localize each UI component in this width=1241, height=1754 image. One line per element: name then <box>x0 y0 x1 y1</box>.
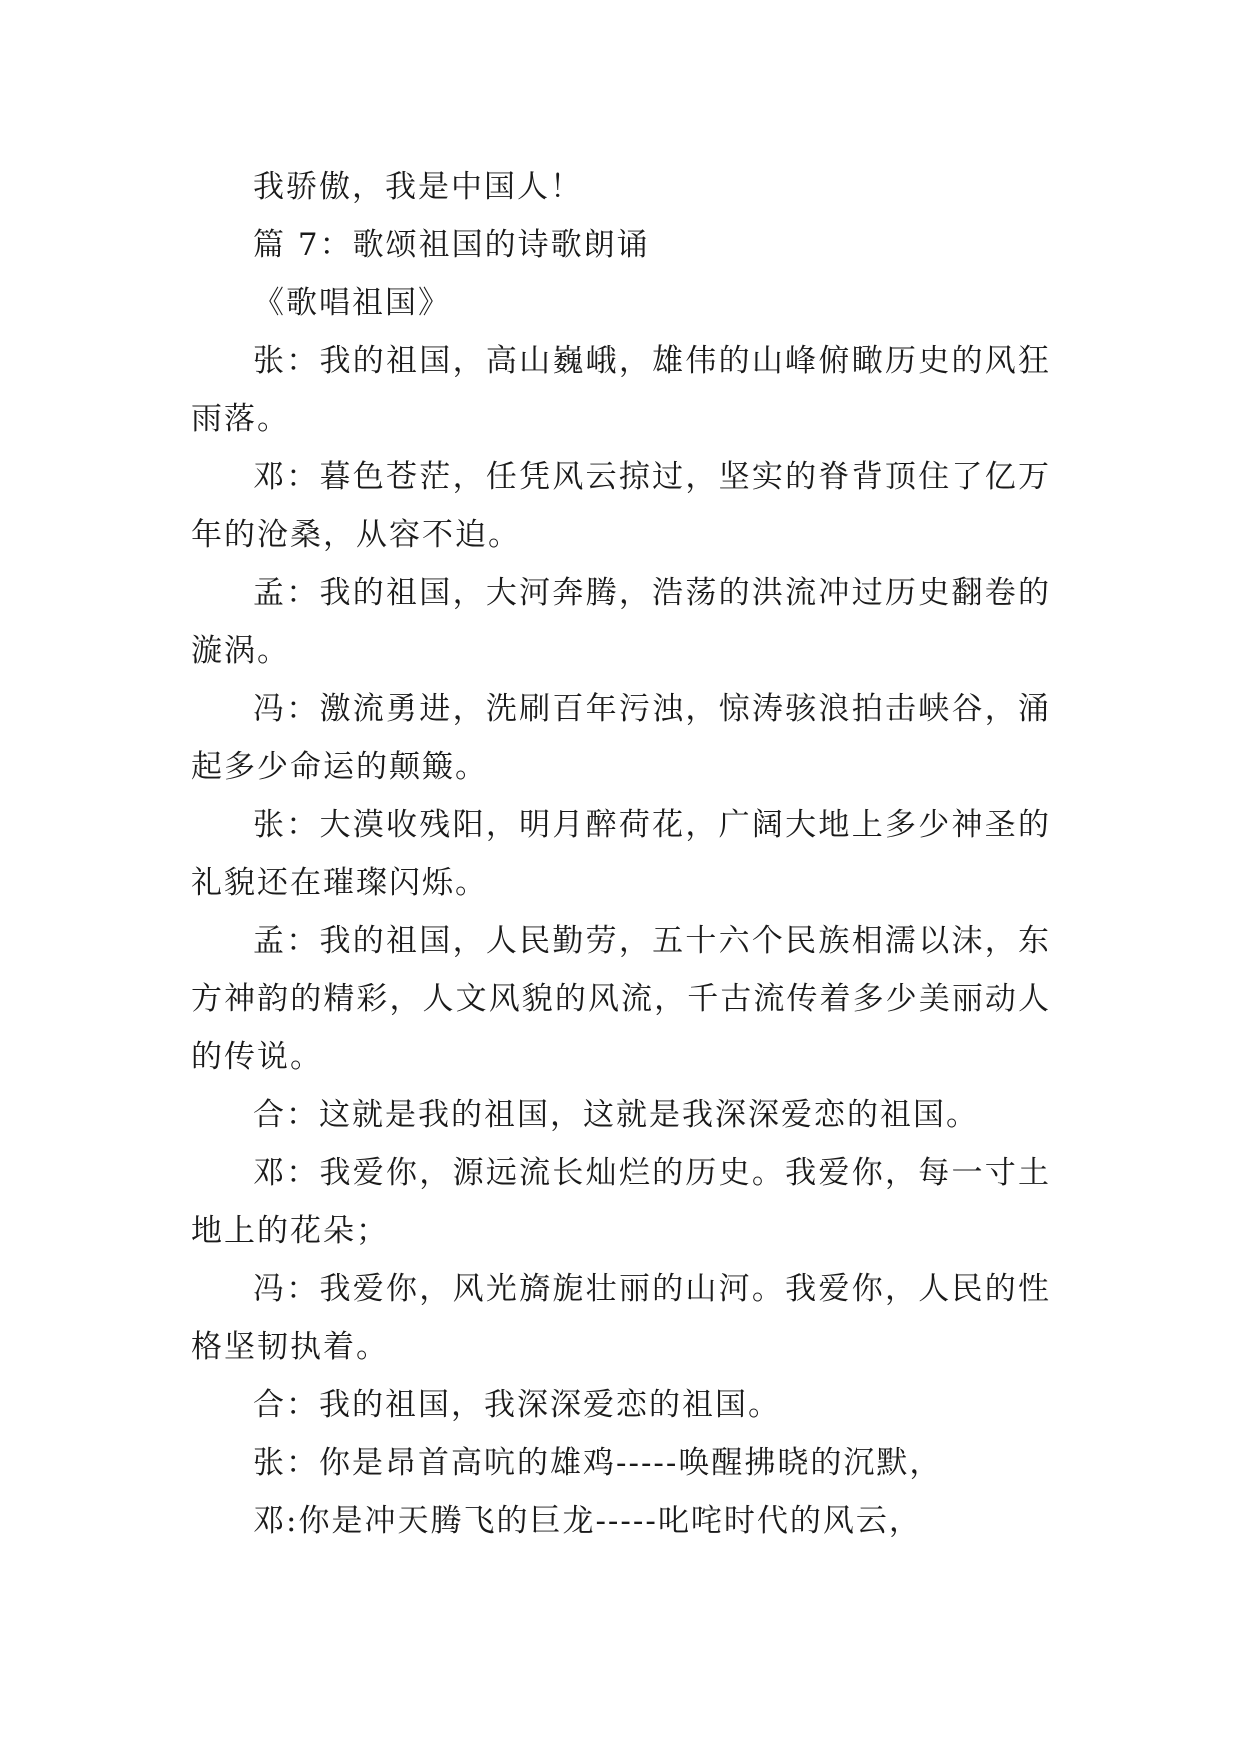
poem-line: 合：这就是我的祖国，这就是我深深爱恋的祖国。 <box>253 1097 979 1133</box>
poem-line: 邓:你是冲天腾飞的巨龙-----叱咤时代的风云， <box>253 1503 922 1539</box>
poem-line: 合：我的祖国，我深深爱恋的祖国。 <box>253 1387 781 1423</box>
poem-line: 孟：我的祖国，人民勤劳，五十六个民族相濡以沫，东方神韵的精彩，人文风貌的风流，千古流传着多少美丽动人的传说。 <box>191 923 1051 1075</box>
poem-line: 冯：激流勇进，洗刷百年污浊，惊涛骇浪拍击峡谷，涌起多少命运的颠簸。 <box>191 691 1051 785</box>
poem-line: 张：大漠收残阳，明月醉荷花，广阔大地上多少神圣的礼貌还在璀璨闪烁。 <box>191 807 1051 901</box>
poem-line: 冯：我爱你，风光旖旎壮丽的山河。我爱你，人民的性格坚韧执着。 <box>191 1271 1051 1365</box>
section-heading: 篇 7：歌颂祖国的诗歌朗诵 <box>253 227 650 263</box>
poem-title: 《歌唱祖国》 <box>253 285 451 321</box>
poem-line: 张：我的祖国，高山巍峨，雄伟的山峰俯瞰历史的风狂雨落。 <box>191 343 1051 437</box>
poem-line: 孟：我的祖国，大河奔腾，浩荡的洪流冲过历史翻卷的漩涡。 <box>191 575 1051 669</box>
poem-line: 邓：我爱你，源远流长灿烂的历史。我爱你，每一寸土地上的花朵； <box>191 1155 1051 1249</box>
paragraph-closing-line: 我骄傲，我是中国人！ <box>253 169 583 205</box>
document-body <box>191 158 1051 1550</box>
poem-line: 张：你是昂首高吭的雄鸡-----唤醒拂晓的沉默， <box>253 1445 943 1481</box>
poem-line: 邓：暮色苍茫，任凭风云掠过，坚实的脊背顶住了亿万年的沧桑，从容不迫。 <box>191 459 1051 553</box>
